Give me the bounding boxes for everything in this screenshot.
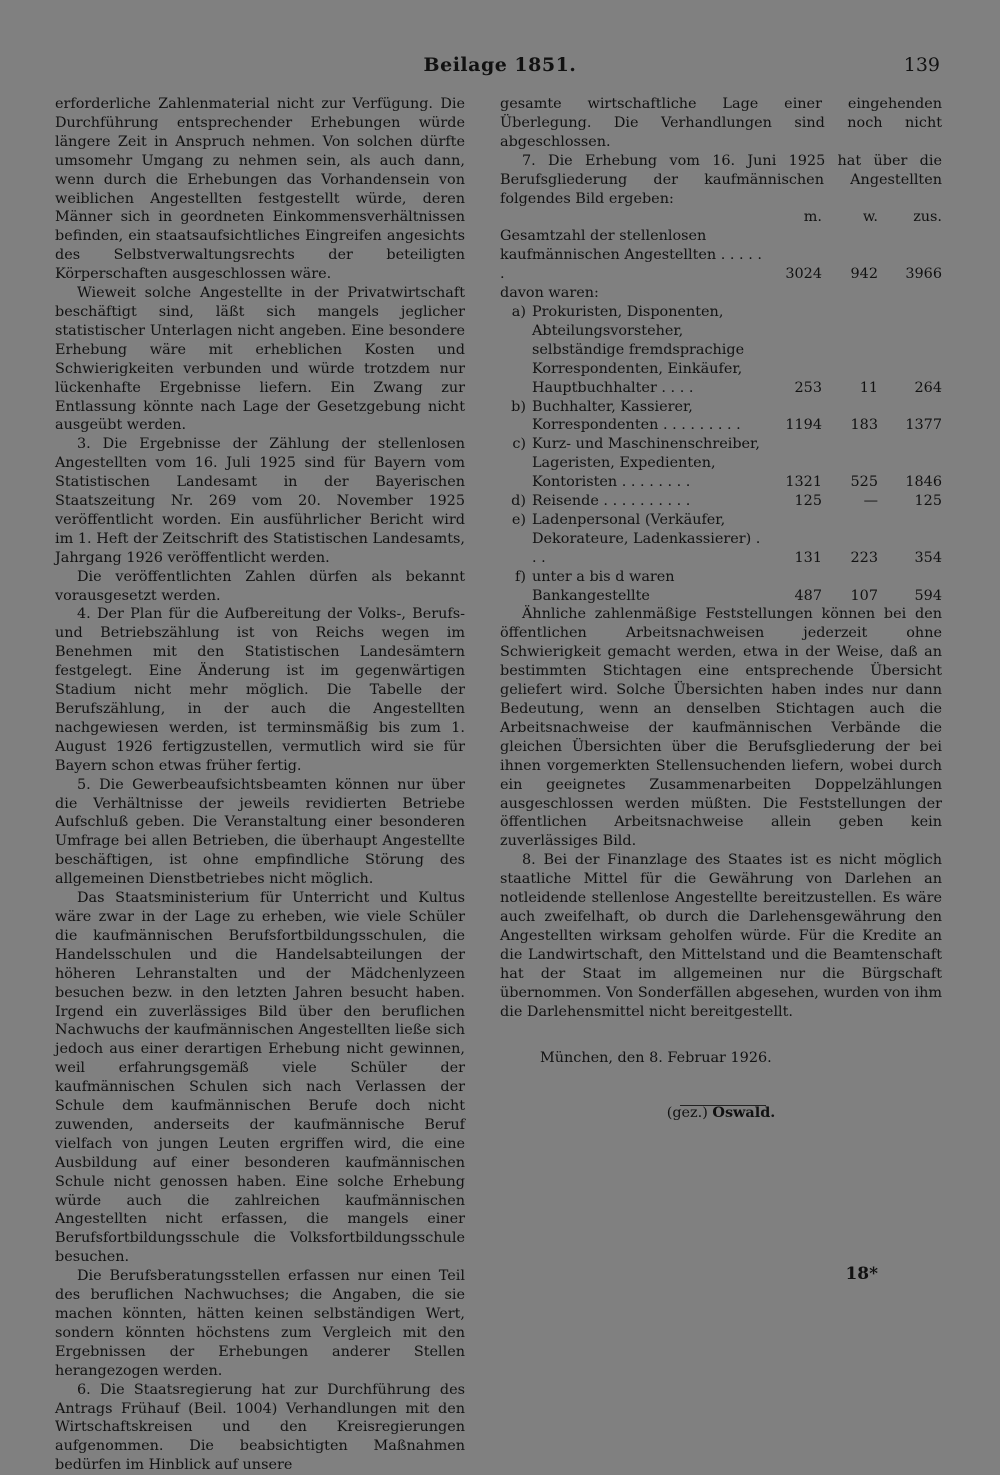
left-paragraph: 5. Die Gewerbeaufsichtsbeamten können nur über die Verhältnisse der jeweils revidierten Betriebe Aufschluß geben. Die Veranstaltung einer besonderen Umfrage bei allen Betrieben, die überhaupt Angestellte beschäftigen, ist ohne empfindliche Störung des allgemeinen Dienstbetriebes nicht möglich. xyxy=(55,776,465,888)
table-header-row xyxy=(500,208,942,227)
cell-w: 223 xyxy=(850,549,878,566)
cell-w: 525 xyxy=(850,474,878,491)
right-paragraph-continued: gesamte wirtschaftliche Lage einer eingehenden Überlegung. Die Verhandlungen sind noch nicht abgeschlossen. xyxy=(500,96,942,150)
row-label: unter a bis d waren Bankangestellte xyxy=(532,568,675,604)
column-header-zus: zus. xyxy=(913,209,942,226)
left-paragraph: erforderliche Zahlenmaterial nicht zur Verfügung. Die Durchführung entsprechender Erhebungen würde längere Zeit in Anspruch nehmen. Von solchen dürfte umsomehr Umgang zu nehmen sein, als auch dann, wenn durch die Erhebungen das Vorhandensein von weiblichen Angestellten festgestellt würde, deren Männer sich in geordneten Einkommensverhältnissen befinden, ein staatsaufsichtliches Eingreifen angesichts des Selbstverwaltungsrechts der beteiligten Körperschaften ausgeschlossen wäre. xyxy=(55,96,465,283)
cell-m: 1321 xyxy=(785,474,822,491)
left-paragraph: Die Berufsberatungsstellen erfassen nur einen Teil des beruflichen Nachwuchses; die Angaben, die sie machen könnten, hätten keinen selbständigen Wert, sondern könnten höchstens zum Vergleich mit den Ergebnissen der Erhebungen anderer Stellen herangezogen werden. xyxy=(55,1268,465,1379)
cell-m: 131 xyxy=(794,549,822,566)
row-key: b) xyxy=(511,398,526,415)
cell-m: 487 xyxy=(794,587,822,604)
cell-w: 107 xyxy=(850,587,878,604)
table-row xyxy=(500,492,942,511)
column-header-w: w. xyxy=(862,209,878,226)
sheet-signature-mark: 18* xyxy=(845,1264,878,1284)
cell-w: — xyxy=(863,493,878,510)
left-column xyxy=(55,95,465,1475)
right-paragraph-after-table: Ähnliche zahlenmäßige Feststellungen können bei den öffentlichen Arbeitsnachweisen jederzeit ohne Schwierigkeit gemacht werden, etwa in der Weise, daß an bestimmten Stichtagen eine entsprechende Übersicht geliefert wird. Solche Übersichten haben indes nur dann Bedeutung, wenn an denselben Stichtagen auch die Arbeitsnachweise der kaufmännischen Verbände die gleichen Übersichten über die Berufsgliederung der bei ihnen vorgemerkten Stellensuchenden liefern, wobei durch ein geeignetes Zusammenarbeiten Doppelzählungen ausgeschlossen werden müßten. Die Feststellungen der öffentlichen Arbeitsnachweise allein geben kein zuverlässiges Bild. xyxy=(500,606,942,850)
left-paragraph: 6. Die Staatsregierung hat zur Durchführung des Antrags Frühauf (Beil. 1004) Verhandlungen mit den Wirtschaftskreisen und den Kreisregierungen aufgenommen. Die beabsichtigten Maßnahmen bedürfen im Hinblick auf unsere xyxy=(55,1381,465,1474)
row-key: a) xyxy=(511,303,526,320)
table-subheading: davon waren: xyxy=(500,285,599,302)
cell-zus: 1846 xyxy=(905,474,942,491)
row-label: Ladenpersonal (Verkäufer, Dekorateure, Ladenkassierer) . . . xyxy=(532,511,761,566)
cell-w: 11 xyxy=(859,379,878,396)
table-row xyxy=(500,303,942,398)
cell-m: 253 xyxy=(794,379,822,396)
left-paragraph: 4. Der Plan für die Aufbereitung der Volks-, Berufs- und Betriebszählung ist von Reichs wegen im Benehmen mit den Statistischen Landesämtern festgelegt. Eine Änderung ist im gegenwärtigen Stadium nicht mehr möglich. Die Tabelle der Berufszählung, in der auch die Angestellten nachgewiesen werden, ist terminsmäßig bis zum 1. August 1926 fertigzustellen, vermutlich wird sie für Bayern schon etwas früher fertig. xyxy=(55,606,465,774)
table-row xyxy=(500,568,942,606)
right-column xyxy=(500,95,942,1123)
signature-name: Oswald. xyxy=(712,1104,776,1122)
column-header-m: m. xyxy=(803,209,822,226)
right-paragraph-8: 8. Bei der Finanzlage des Staates ist es nicht möglich staatliche Mittel für die Gewährung von Darlehen an notleidende stellenlose Angestellte bereitzustellen. Es wäre auch zweifelhaft, ob durch die Darlehensgewährung den Angestellten wirksam geholfen würde. Für die Kredite an die Landwirtschaft, den Mittelstand und die Beamtenschaft hat der Staat im allgemeinen nur die Bürgschaft übernommen. Von Sonderfällen abgesehen, wurden von ihm die Darlehensmittel nicht bereitgestellt. xyxy=(500,852,942,1020)
table-row xyxy=(500,398,942,436)
closing-rule xyxy=(680,1105,766,1106)
left-paragraph: Die veröffentlichten Zahlen dürfen als bekannt vorausgesetzt werden. xyxy=(55,568,465,604)
row-key: f) xyxy=(515,568,526,585)
cell-zus: 125 xyxy=(914,493,942,510)
row-key: d) xyxy=(511,493,526,510)
left-paragraph: Wieweit solche Angestellte in der Privatwirtschaft beschäftigt sind, läßt sich mangels jeglicher statistischer Unterlagen nicht angeben. Eine besondere Erhebung wäre mit erheblichen Kosten und Schwierigkeiten verbunden und würde trotzdem nur lückenhafte Ergebnisse liefern. Ein Zwang zur Entlassung könnte nach Lage der Gesetzgebung nicht ausgeübt werden. xyxy=(55,285,465,434)
cell-zus: 1377 xyxy=(905,417,942,434)
cell-zus: 594 xyxy=(914,587,942,604)
statistics-table xyxy=(500,208,942,605)
cell-m: 1194 xyxy=(785,417,822,434)
row-label: Gesamtzahl der stellenlosen kaufmännischen Angestellten . . . . . . xyxy=(500,228,762,283)
date-line: München, den 8. Februar 1926. xyxy=(540,1050,772,1067)
table-row xyxy=(500,435,942,492)
row-key: e) xyxy=(511,511,526,528)
row-label: Prokuristen, Disponenten, Abteilungsvorsteher, selbständige fremdsprachige Korrespondenten, Einkäufer, Hauptbuchhalter . . . . xyxy=(532,303,745,396)
cell-m: 3024 xyxy=(785,266,822,283)
cell-w: 942 xyxy=(850,266,878,283)
cell-zus: 264 xyxy=(914,379,942,396)
table-row xyxy=(500,511,942,568)
signature-prefix: (gez.) xyxy=(666,1105,708,1122)
cell-zus: 354 xyxy=(914,549,942,566)
left-paragraph: Das Staatsministerium für Unterricht und Kultus wäre zwar in der Lage zu erheben, wie viele Schüler die kaufmännischen Berufsfortbildungsschulen, die Handelsschulen und die Handelsabteilungen der höheren Lehranstalten und der Mädchenlyzeen besuchen bezw. in den letzten Jahren besucht haben. Irgend ein zuverlässiges Bild über den beruflichen Nachwuchs der kaufmännischen Angestellten ließe sich jedoch aus einer derartigen Erhebung nicht gewinnen, weil erfahrungsgemäß viele Schüler der kaufmännischen Schulen sich nach Verlassen der Schule dem kaufmännischen Berufe doch nicht zuwenden, anderseits der kaufmännische Beruf vielfach von jungen Leuten ergriffen wird, die eine Ausbildung auf einer besonderen kaufmännischen Schule nicht genossen haben. Eine solche Erhebung würde auch die zahlreichen kaufmännischen Angestellten nicht erfassen, die mangels einer Berufsfortbildungsschule die Volksfortbildungsschule besuchen. xyxy=(55,890,465,1266)
row-key: c) xyxy=(512,436,526,453)
page-header-title: Beilage 1851. xyxy=(423,54,577,76)
row-label: Reisende . . . . . . . . . . xyxy=(532,493,691,510)
row-label: Buchhalter, Kassierer, Korrespondenten . . . . . . . . . xyxy=(532,398,741,434)
table-row-total xyxy=(500,227,942,284)
row-label: Kurz- und Maschinenschreiber, Lageristen, Expedienten, Kontoristen . . . . . . . . xyxy=(532,436,760,491)
cell-m: 125 xyxy=(794,493,822,510)
cell-zus: 3966 xyxy=(905,266,942,283)
left-paragraph: 3. Die Ergebnisse der Zählung der stellenlosen Angestellten vom 16. Juli 1925 sind für Bayern vom Statistischen Landesamt in der Bayerischen Staatszeitung Nr. 269 vom 20. November 1925 veröffentlicht worden. Ein ausführlicher Bericht wird im 1. Heft der Zeitschrift des Statistischen Landesamts, Jahrgang 1926 veröffentlicht werden. xyxy=(55,436,465,566)
right-paragraph-7: 7. Die Erhebung vom 16. Juni 1925 hat über die Berufsgliederung der kaufmännischen Angestellten folgendes Bild ergeben: xyxy=(500,152,942,207)
signature-line xyxy=(500,1104,942,1123)
cell-w: 183 xyxy=(850,417,878,434)
page-number: 139 xyxy=(903,54,940,76)
